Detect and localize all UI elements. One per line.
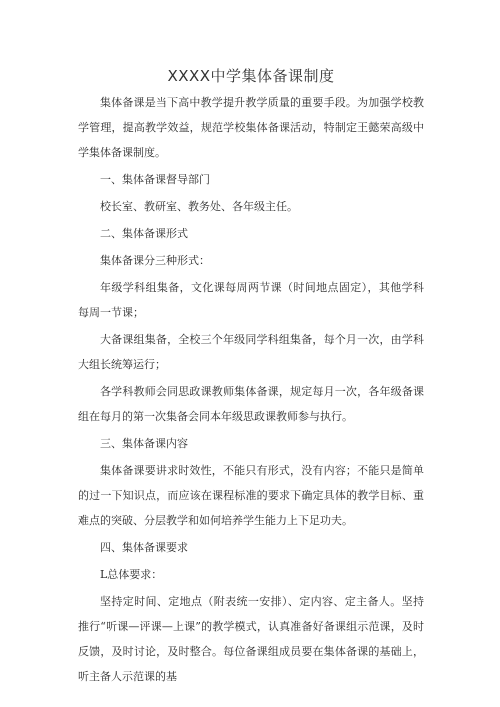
- body-paragraph: 校长室、教研室、教务处、各年级主任。: [100, 200, 298, 213]
- section-heading-2: 二、集体备课形式: [100, 227, 188, 240]
- subsection-heading: L总体要求：: [100, 568, 163, 581]
- document-title: XXXX中学集体备课制度: [167, 67, 335, 85]
- section-heading-4: 四、集体备课要求: [100, 541, 188, 554]
- body-paragraph: 集体备课分三种形式：: [100, 254, 210, 267]
- body-paragraph: 各学科教师会同思政课教师集体备课，规定每月一次，各年级备课组在每月的第一次集备会同本年级思政课教师参与执行。: [78, 385, 424, 423]
- body-paragraph: 坚持定时间、定地点（附表统一安排）、定内容、定主备人。坚持推行“听课—评课—上课”的教学模式，认真准备好备课组示范课，及时反馈，及时讨论，及时整合。每位备课组成员要在集体备课的基础上，听主备人示范课的基: [78, 595, 424, 683]
- document-body: [78, 90, 424, 691]
- body-paragraph: 大备课组集备，全校三个年级同学科组集备，每个月一次，由学科大组长统筹运行；: [78, 333, 424, 371]
- intro-paragraph: 集体备课是当下高中教学提升教学质量的重要手段。为加强学校教学管理，提高教学效益，规范学校集体备课活动，特制定王懿荣高级中学集体备课制度。: [78, 96, 424, 159]
- body-paragraph: 年级学科组集备，文化课每周两节课（时间地点固定），其他学科每周一节课；: [78, 281, 424, 319]
- section-heading-1: 一、集体备课督导部门: [100, 173, 210, 186]
- body-paragraph: 集体备课要讲求时效性，不能只有形式，没有内容；不能只是简单的过一下知识点，而应该在课程标准的要求下确定具体的教学目标、重难点的突破、分层教学和如何培养学生能力上下足功夫。: [78, 464, 424, 527]
- section-heading-3: 三、集体备课内容: [100, 437, 188, 450]
